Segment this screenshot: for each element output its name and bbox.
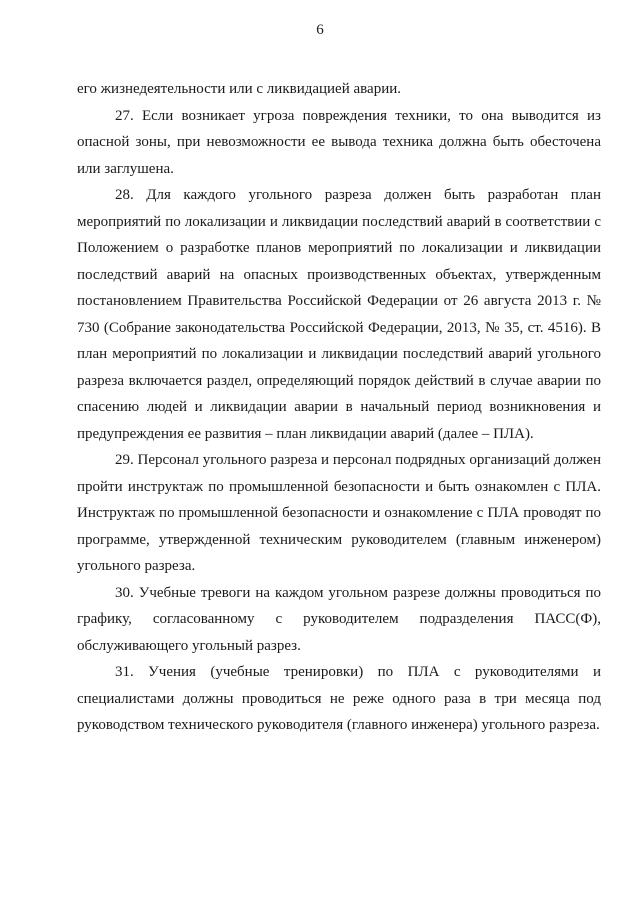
paragraph-28: 28. Для каждого угольного разреза должен быть разработан план мероприятий по локализации и ликвидации последствий аварий в соответствии с Положением о разработке планов мероприятий по локализации и ликвидации последствий аварий на опасных производственных объектах, утвержденным постановлением Правительства Российской Федерации от 26 августа 2013 г. № 730 (Собрание законодательства Российской Федерации, 2013, № 35, ст. 4516). В план мероприятий по локализации и ликвидации последствий аварий угольного разреза включается раздел, определяющий порядок действий в случае аварии по спасению людей и ликвидации аварии в начальный период возникновения и предупреждения ее развития – план ликвидации аварий (далее – ПЛА). [77,187,601,442]
paragraph-29: 29. Персонал угольного разреза и персонал подрядных организаций должен пройти инструктаж по промышленной безопасности и быть ознакомлен с ПЛА. Инструктаж по промышленной безопасности и ознакомление с ПЛА проводят по программе, утвержденной техническим руководителем (главным инженером) угольного разреза. [77,452,601,574]
paragraph-31: 31. Учения (учебные тренировки) по ПЛА с руководителями и специалистами должны проводиться не реже одного раза в три месяца под руководством технического руководителя (главного инженера) угольного разреза. [77,664,601,733]
paragraph-continuation: его жизнедеятельности или с ликвидацией аварии. [77,81,402,97]
paragraph-30: 30. Учебные тревоги на каждом угольном разрезе должны проводиться по графику, согласованному с руководителем подразделения ПАСС(Ф), обслуживающего угольный разрез. [77,584,601,654]
document-body [77,76,601,739]
paragraph-27: 27. Если возникает угроза повреждения техники, то она выводится из опасной зоны, при невозможности ее вывода техника должна быть обесточена или заглушена. [77,107,601,177]
page-number: 6 [316,22,324,38]
